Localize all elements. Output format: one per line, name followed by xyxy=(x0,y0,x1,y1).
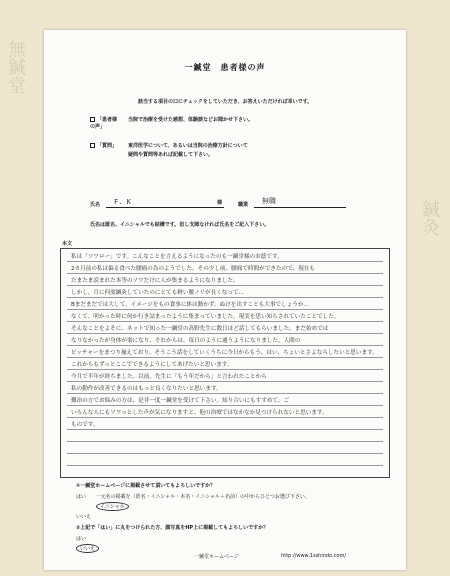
option-label: 「患者様の声」 xyxy=(90,117,118,130)
option-label: 「質問」 xyxy=(97,143,118,149)
option-desc: 疑問や質問等あれば記載して下さい。 xyxy=(128,152,214,158)
job-field xyxy=(238,198,346,208)
job-value: 無職 xyxy=(262,197,277,205)
body-line: これからもずっとここでできるようにしてあげたいと思います。 xyxy=(71,362,233,368)
body-line: なくて、明かった時に何か行き詰まったように集まっていました。現実を思い知らされていたことでした。 xyxy=(71,314,340,320)
q2-yes: はい xyxy=(76,536,87,542)
job-label: 職業 xyxy=(238,202,249,208)
body-line: Bまだまだでは大して、イメージをもの食事に体は動かず、ぬけを出すことも大事でしょうか... xyxy=(71,302,309,308)
name-note: 氏名は匿名、イニシャルでも結構です。但し支障なければ氏名をご記入下さい。 xyxy=(90,222,270,228)
background-calligraphy-left: 無鍼堂 xyxy=(5,40,26,94)
body-line: ピッチャーをまつり揃えており、そうこう話をしていくうちに今日からもう、はい、ちょいとさよならしたいと思います。 xyxy=(71,350,378,356)
body-line: 私の動作が改善できるのはもっと良くなりたいと思います。 xyxy=(71,386,222,392)
body-area xyxy=(60,248,390,478)
body-line: 今月で半年が経ちました。以前、先生に「もう年だから」と言われたことから xyxy=(71,374,267,380)
patient-testimonial-form xyxy=(44,30,406,570)
q1-no: いいえ xyxy=(76,514,92,520)
name-suffix: 様 xyxy=(217,200,223,206)
question-2 xyxy=(76,524,268,553)
body-line: しかし、月に何度鍼灸していたのにとても軽い腰ノリが長くなって... xyxy=(71,290,244,296)
body-line: 私は「ソワロー」です。こんなことを言えるようになったのも一鍼堂様のお蔭です。 xyxy=(71,254,283,260)
q1-options: 一元名の掲載を（匿名・イニシャル・本名・イニシャル＋名前）の中からひとつお選び下さい。 xyxy=(95,494,310,500)
body-label: 本文 xyxy=(62,241,73,247)
name-label: 氏名 xyxy=(90,202,101,208)
form-title: 一鍼堂 患者様の声 xyxy=(184,63,266,72)
body-line: いろんな人にもソワっとした声が気になりますと、他の治療ではなかなか見つけられないと思います。 xyxy=(71,410,328,416)
body-line: そんなことをよそに、ネットで知った一鍼堂の高野先生に数日ほど話してもらいました。まだ始めでは xyxy=(71,326,329,332)
q1-yes: はい xyxy=(76,494,87,500)
body-line: たまたま読まれた本等のソワだけに人が集まるようになりました。 xyxy=(71,278,239,284)
option-patient-voice xyxy=(90,116,253,130)
footer-homepage-label: 一鍼堂ホームページ xyxy=(194,554,239,560)
question-1 xyxy=(76,482,310,520)
body-line: なりなかったが身体が楽になり、それからは、毎日のように通うようになりました。人間の xyxy=(71,338,301,344)
body-line: ものです。 xyxy=(71,422,99,428)
checkbox xyxy=(90,117,95,122)
name-field xyxy=(90,198,224,208)
name-value: F. K xyxy=(114,198,131,206)
option-question xyxy=(90,142,248,160)
body-line: 難治の方でお悩みの方は、是非一度一鍼堂を受けて下さい。知り合いにもすすめて、ご xyxy=(71,398,290,404)
footer-url: http://www.1sshindo.com/ xyxy=(281,553,346,559)
form-footer xyxy=(44,553,406,560)
option-desc: 東洋医学について、あるいは当院の治療方針について xyxy=(128,143,248,149)
question-2-title: ②上記で「はい」に丸をつけられた方、顔写真をHP上に掲載してもよろしいですか？ xyxy=(76,525,269,531)
form-instruction: 該当する項目の口にチェックをしていただき、お答えいただければ幸いです。 xyxy=(138,99,313,105)
option-desc: 当院で治療を受けた感想、体験談などお聞かせ下さい。 xyxy=(128,117,254,123)
q2-no-circled: いいえ xyxy=(76,544,99,553)
checkbox xyxy=(90,143,95,148)
question-1-title: ①一鍼堂ホームページに掲載させて頂いてもよろしいですか？ xyxy=(76,483,216,489)
q1-circled-choice: イニシャル xyxy=(96,502,129,511)
background-calligraphy-right: 鍼灸 xyxy=(419,200,440,236)
body-line: 2カ月前の私は偏る食べた腰痛の為のようでした。その少し前、腰痛で時間ができたので、現在も xyxy=(71,266,315,272)
